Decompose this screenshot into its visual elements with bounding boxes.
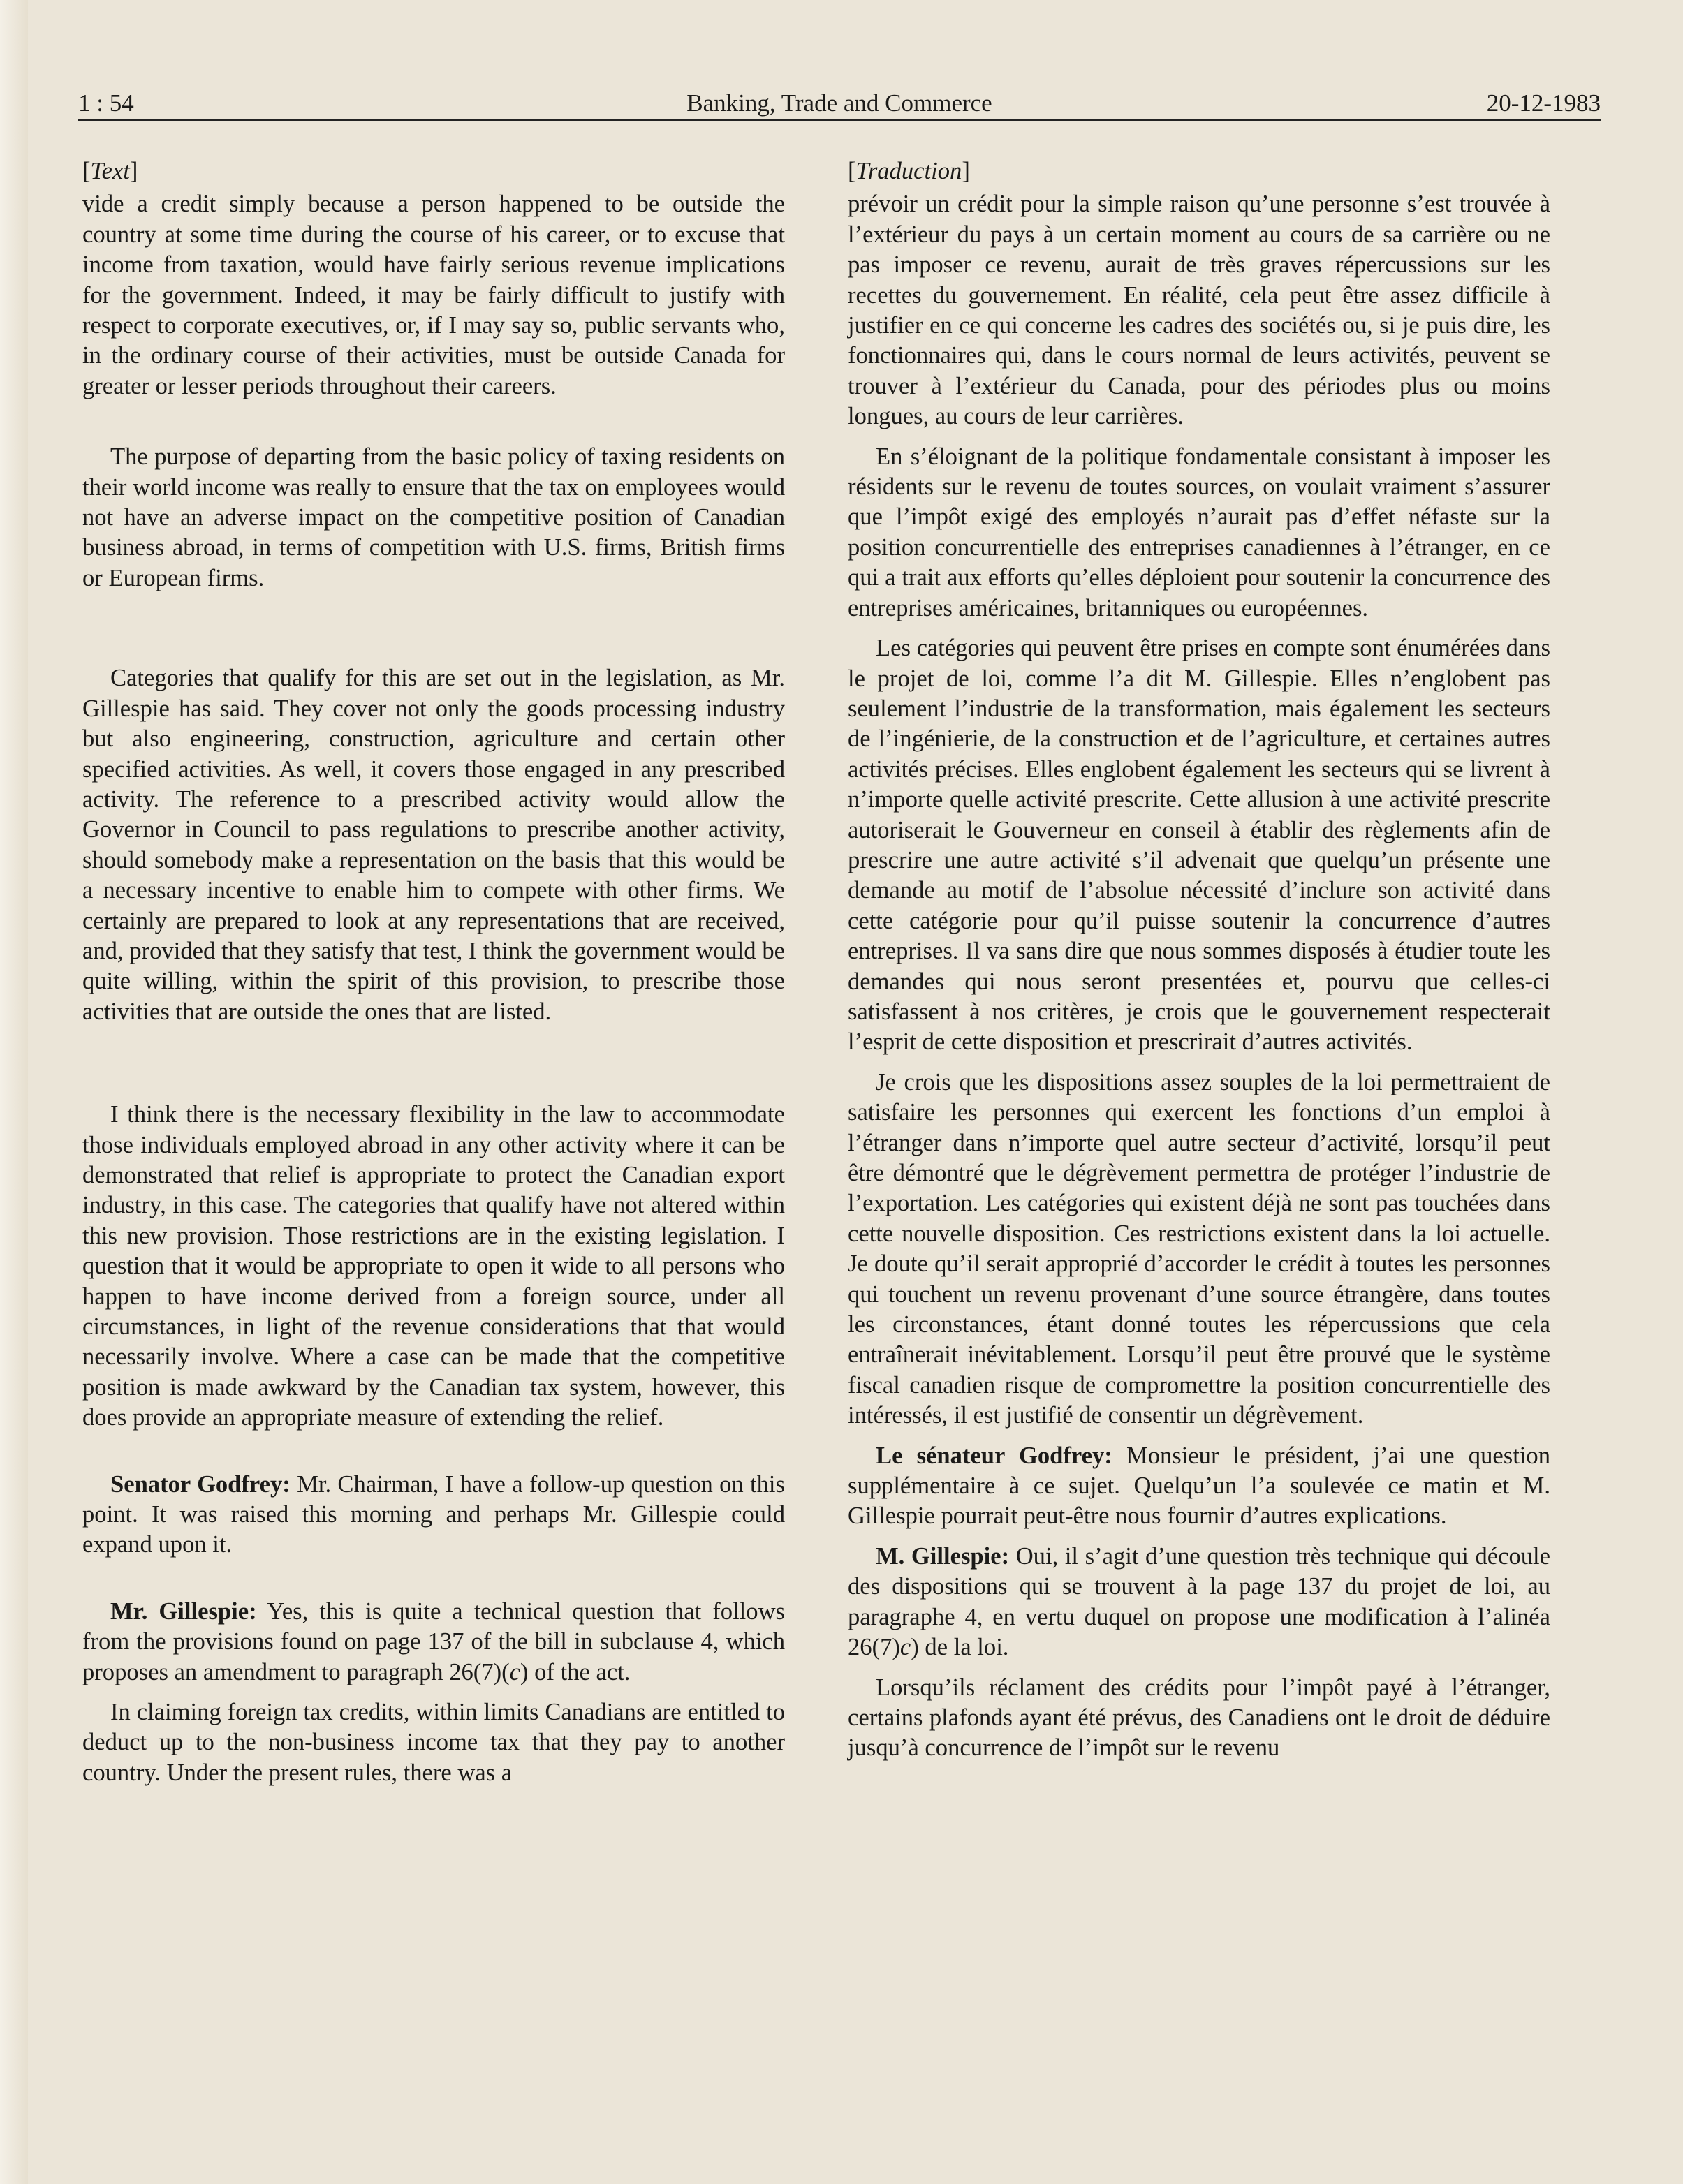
paragraph: Les catégories qui peuvent être prises en compte sont énumérées dans le projet de loi, comme l’a dit M. Gillespie. Elles n’englobent pas seulement l’industrie de la transformation, mais également les secteurs de l’ingénierie, de la construction et de l’agriculture, et certaines autres activités précises. Elles englobent également les secteurs qui se livrent à n’importe quelle activité prescrite. Cette allusion à une activité prescrite autoriserait le Gouverneur en conseil à établir des règlements afin de prescrire une autre activité s’il advenait que quelqu’un présente une demande au motif de l’absolue nécessité d’inclure son activité dans cette catégorie pour qu’il puisse soutenir la concurrence d’autres entreprises. Il va sans dire que nous sommes disposés à étudier toute les demandes qui nous seront presentées et, pourvu que celles-ci satisfassent à nos critères, je crois que le gouvernement respecterait l’esprit de cette disposition et prescrirait d’autres activités. [848,635,1550,1056]
speaker-paragraph: Senator Godfrey: Mr. Chairman, I have a follow-up question on this point. It was raised this morning and perhaps Mr. Gillespie could expand upon it. [82,1470,785,1558]
paragraph: En s’éloignant de la politique fondamentale consistant à imposer les résidents sur le revenu de toutes sources, on voulait vraiment s’assurer que l’impôt exigé des employés n’aurait pas d’effet néfaste sur la position concurrentielle des entreprises canadiennes à l’étranger, en ce qui a trait aux efforts qu’elles déploient pour soutenir la concurrence des entreprises américaines, britanniques ou européennes. [848,443,1550,621]
paragraph: vide a credit simply because a person happened to be outside the country at some time during the course of his career, or to excuse that income from taxation, would have fairly serious revenue implications for the government. Indeed, it may be fairly difficult to justify with respect to corporate executives, or, if I may say so, public servants who, in the ordinary course of their activities, must be outside Canada for greater or lesser periods throughout their careers. [82,191,785,399]
speaker-name: M. Gillespie: [876,1542,1010,1570]
page-edge [0,0,28,2184]
paragraph: The purpose of departing from the basic policy of taxing residents on their world income was really to ensure that the tax on employees would not have an adverse impact on the competitive position of Canadian business abroad, in terms of competition with U.S. firms, British firms or European firms. [82,443,785,591]
speaker-name: Mr. Gillespie: [110,1598,257,1625]
page-header [78,82,1601,121]
page-date: 20-12-1983 [1486,89,1601,117]
paragraph: In claiming foreign tax credits, within limits Canadians are entitled to deduct up to the non-business income tax that they pay to another country. Under the present rules, there was a [82,1699,785,1786]
paragraph: Je crois que les dispositions assez souples de la loi permettraient de satisfaire les personnes qui exercent les fonctions d’un emploi à l’étranger dans n’importe quel autre secteur d’activité, lorsqu’il peut être démontré que le dégrèvement permettra de protéger l’industrie de l’exportation. Les catégories qui existent déjà ne sont pas touchées dans cette nouvelle disposition. Ces restrictions existent dans la loi actuelle. Je doute qu’il serait approprié d’accorder le crédit à toutes les personnes qui touchent un revenu provenant d’une source étrangère, dans toutes les circonstances, étant donné toutes les répercussions que cela entraînerait inévitablement. Lorsqu’il peut être prouvé que le système fiscal canadien risque de compromettre la position concurrentielle des intéressés, il est justifié de consentir un dégrèvement. [848,1068,1550,1429]
paragraph: Categories that qualify for this are set out in the legislation, as Mr. Gillespie has said. They cover not only the goods processing industry but also engineering, construction, agriculture and certain other specified activities. As well, it covers those engaged in any prescribed activity. The reference to a prescribed activity would allow the Governor in Council to pass regulations to prescribe another activity, should somebody make a representation on the basis that this would be a necessary incentive to enable him to compete with other firms. We certainly are prepared to look at any representations that are received, and, provided that they satisfy that test, I think the government would be quite willing, within the spirit of this provision, to prescribe those activities that are outside the ones that are listed. [82,665,785,1025]
speaker-name: Senator Godfrey: [110,1470,291,1498]
speaker-paragraph: M. Gillespie: Oui, il s’agit d’une question très technique qui découle des dispositions qui se trouvent à la page 137 du projet de loi, au paragraphe 4, en vertu duquel on propose une modification à l’alinéa 26(7)c) de la loi. [848,1542,1550,1661]
paragraph: Lorsqu’ils réclament des crédits pour l’impôt payé à l’étranger, certains plafonds ayant été prévus, des Canadiens ont le droit de déduire jusqu’à concurrence de l’impôt sur le revenu [848,1674,1550,1762]
speaker-paragraph: Le sénateur Godfrey: Monsieur le président, j’ai une question supplémentaire à ce sujet. Quelqu’un l’a soulevée ce matin et M. Gillespie pourrait peut-être nous fournir d’autres explications. [848,1442,1550,1530]
page-title: Banking, Trade and Commerce [686,89,992,117]
page-number: 1 : 54 [78,89,134,117]
header-rule [78,119,1601,121]
english-column [82,156,785,1788]
speaker-paragraph: Mr. Gillespie: Yes, this is quite a technical question that follows from the provisions found on page 137 of the bill in subclause 4, which proposes an amendment to paragraph 26(7)(c) of the act. [82,1598,785,1685]
paragraph: I think there is the necessary flexibility in the law to accommodate those individuals employed abroad in any other activity where it can be demonstrated that relief is appropriate to protect the Canadian export industry, in this case. The categories that qualify have not altered within this new provision. Those restrictions are in the existing legislation. I question that it would be appropriate to open it wide to all persons who happen to have income derived from a foreign source, under all circumstances, in light of the revenue considerations that that would necessarily involve. Where a case can be made that the competitive position is made awkward by the Canadian tax system, however, this does provide an appropriate measure of extending the relief. [82,1101,785,1431]
column-tag: [Text] [82,158,138,184]
french-column [848,156,1550,1764]
column-tag: [Traduction] [848,158,970,184]
paragraph: prévoir un crédit pour la simple raison qu’une personne s’est trouvée à l’extérieur du pays à un certain moment au cours de sa carrière ou ne pas imposer ce revenu, aurait de très graves répercussions sur les recettes du gouvernement. En réalité, cela peut être assez difficile à justifier en ce qui concerne les cadres des sociétés ou, si je puis dire, les fonctionnaires qui, dans le cours normal de leurs activités, peuvent se trouver à l’extérieur du Canada, pour des périodes plus ou moins longues, au cours de leur carrières. [848,191,1550,430]
speaker-name: Le sénateur Godfrey: [876,1442,1112,1469]
